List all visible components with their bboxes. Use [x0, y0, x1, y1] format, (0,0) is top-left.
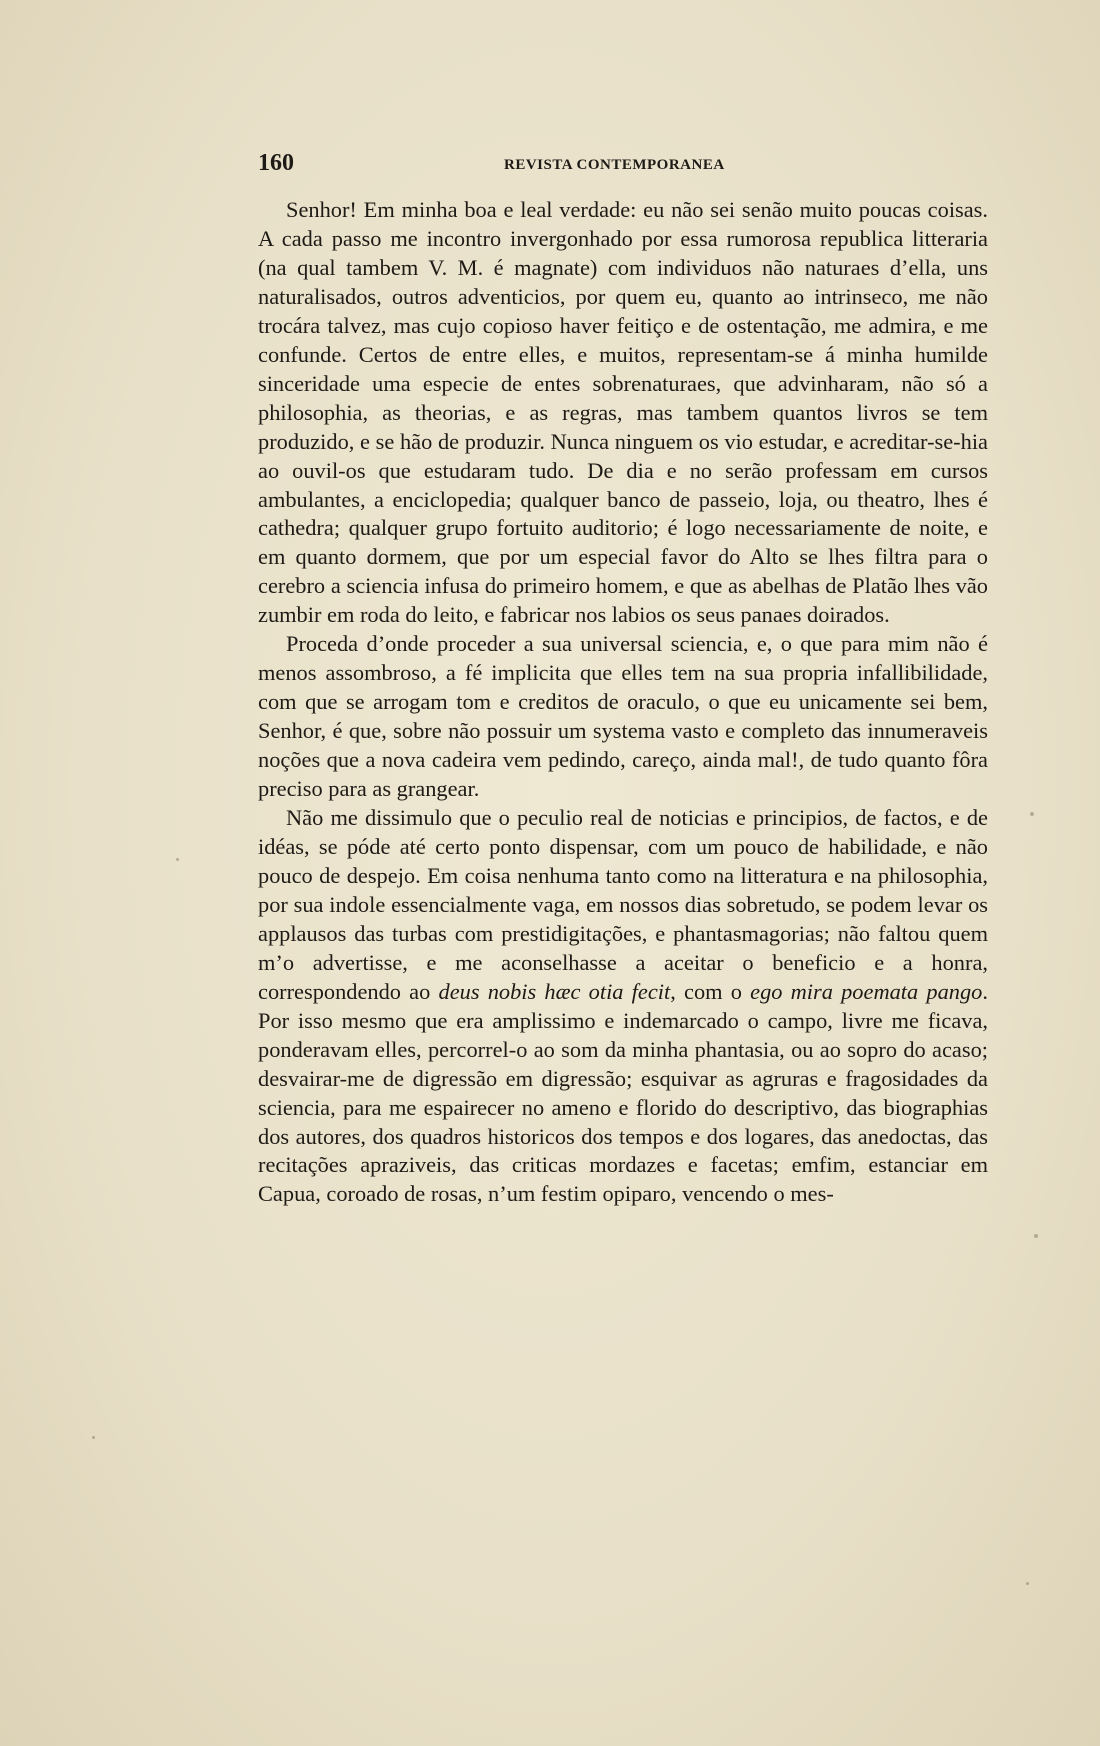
- paper-speck: [1026, 1582, 1029, 1585]
- paragraph-text: Senhor! Em minha boa e leal verdade: eu não sei senão muito poucas coisas. A cada passo me incontro invergonhado por essa rumorosa republica litteraria (na qual tambem V. M. é magnate) com individuos não naturaes d’ella, uns naturalisados, outros adventicios, por quem eu, quanto ao intrinseco, me não trocára talvez, mas cujo copioso haver feitiço e de ostentação, me admira, e me confunde. Certos de entre elles, e muitos, representam-se á minha humilde sinceridade uma especie de entes sobrenaturaes, que advinharam, não só a philosophia, as theorias, e as regras, mas tambem quantos livros se tem produzido, e se hão de produzir. Nunca ninguem os vio estudar, e acreditar-se-hia ao ouvil-os que estudaram tudo. De dia e no serão professam em cursos ambulantes, a enciclopedia; qualquer banco de passeio, loja, ou theatro, lhes é cathedra; qualquer grupo fortuito auditorio; é logo necessariamente de noite, e em quanto dormem, que por um especial favor do Alto se lhes filtra para o cerebro a sciencia infusa do primeiro homem, e que as abelhas de Platão lhes vão zumbir em roda do leito, e fabricar nos labios os seus panaes doirados.: [258, 197, 988, 628]
- body-text: [258, 196, 988, 1209]
- page-header: [258, 150, 978, 184]
- paragraph-3: [258, 804, 988, 1209]
- latin-quote: deus nobis hæc otia fecit: [438, 978, 671, 1004]
- page-number: 160: [258, 150, 294, 176]
- latin-quote: ego mira poemata pango: [750, 978, 983, 1004]
- paper-speck: [1034, 1234, 1038, 1238]
- paper-speck: [176, 858, 179, 861]
- paragraph-text: Proceda d’onde proceder a sua universal sciencia, e, o que para mim não é menos assombroso, a fé implicita que elles tem na sua propria infallibilidade, com que se arrogam tom e creditos de oraculo, o que eu unicamente sei bem, Senhor, é que, sobre não possuir um systema vasto e completo das innumeraveis noções que a nova cadeira vem pedindo, careço, ainda mal!, de tudo quanto fôra preciso para as grangear.: [258, 631, 988, 802]
- paragraph-2: [258, 630, 988, 804]
- paragraph-text: . Por isso mesmo que era amplissimo e indemarcado o campo, livre me ficava, ponderavam elles, percorrel-o ao som da minha phantasia, ou ao sopro do acaso; desvairar-me de digressão em digressão; esquivar as agruras e fragosidades da sciencia, para me espairecer no ameno e florido do descriptivo, das biographias dos autores, dos quadros historicos dos tempos e dos logares, das anedoctas, das recitações apraziveis, das criticas mordazes e facetas; emfim, estanciar em Capua, coroado de rosas, n’um festim opiparo, vencendo o mes-: [258, 978, 988, 1207]
- paragraph-text: , com o: [670, 978, 751, 1004]
- paragraph-text: Não me dissimulo que o peculio real de noticias e principios, de factos, e de idéas, se póde até certo ponto dispensar, com um pouco de habilidade, e não pouco de despejo. Em coisa nenhuma tanto como na litteratura e na philosophia, por sua indole essencialmente vaga, em nossos dias sobretudo, se podem levar os applausos das turbas com prestidigitações, e phantasmagorias; não faltou quem m’o advertisse, e me aconselhasse a aceitar o beneficio e a honra, correspondendo ao: [258, 805, 988, 1004]
- paper-speck: [1030, 812, 1034, 816]
- paper-speck: [92, 1436, 95, 1439]
- running-title: REVISTA CONTEMPORANEA: [504, 157, 725, 173]
- paragraph-1: [258, 196, 988, 630]
